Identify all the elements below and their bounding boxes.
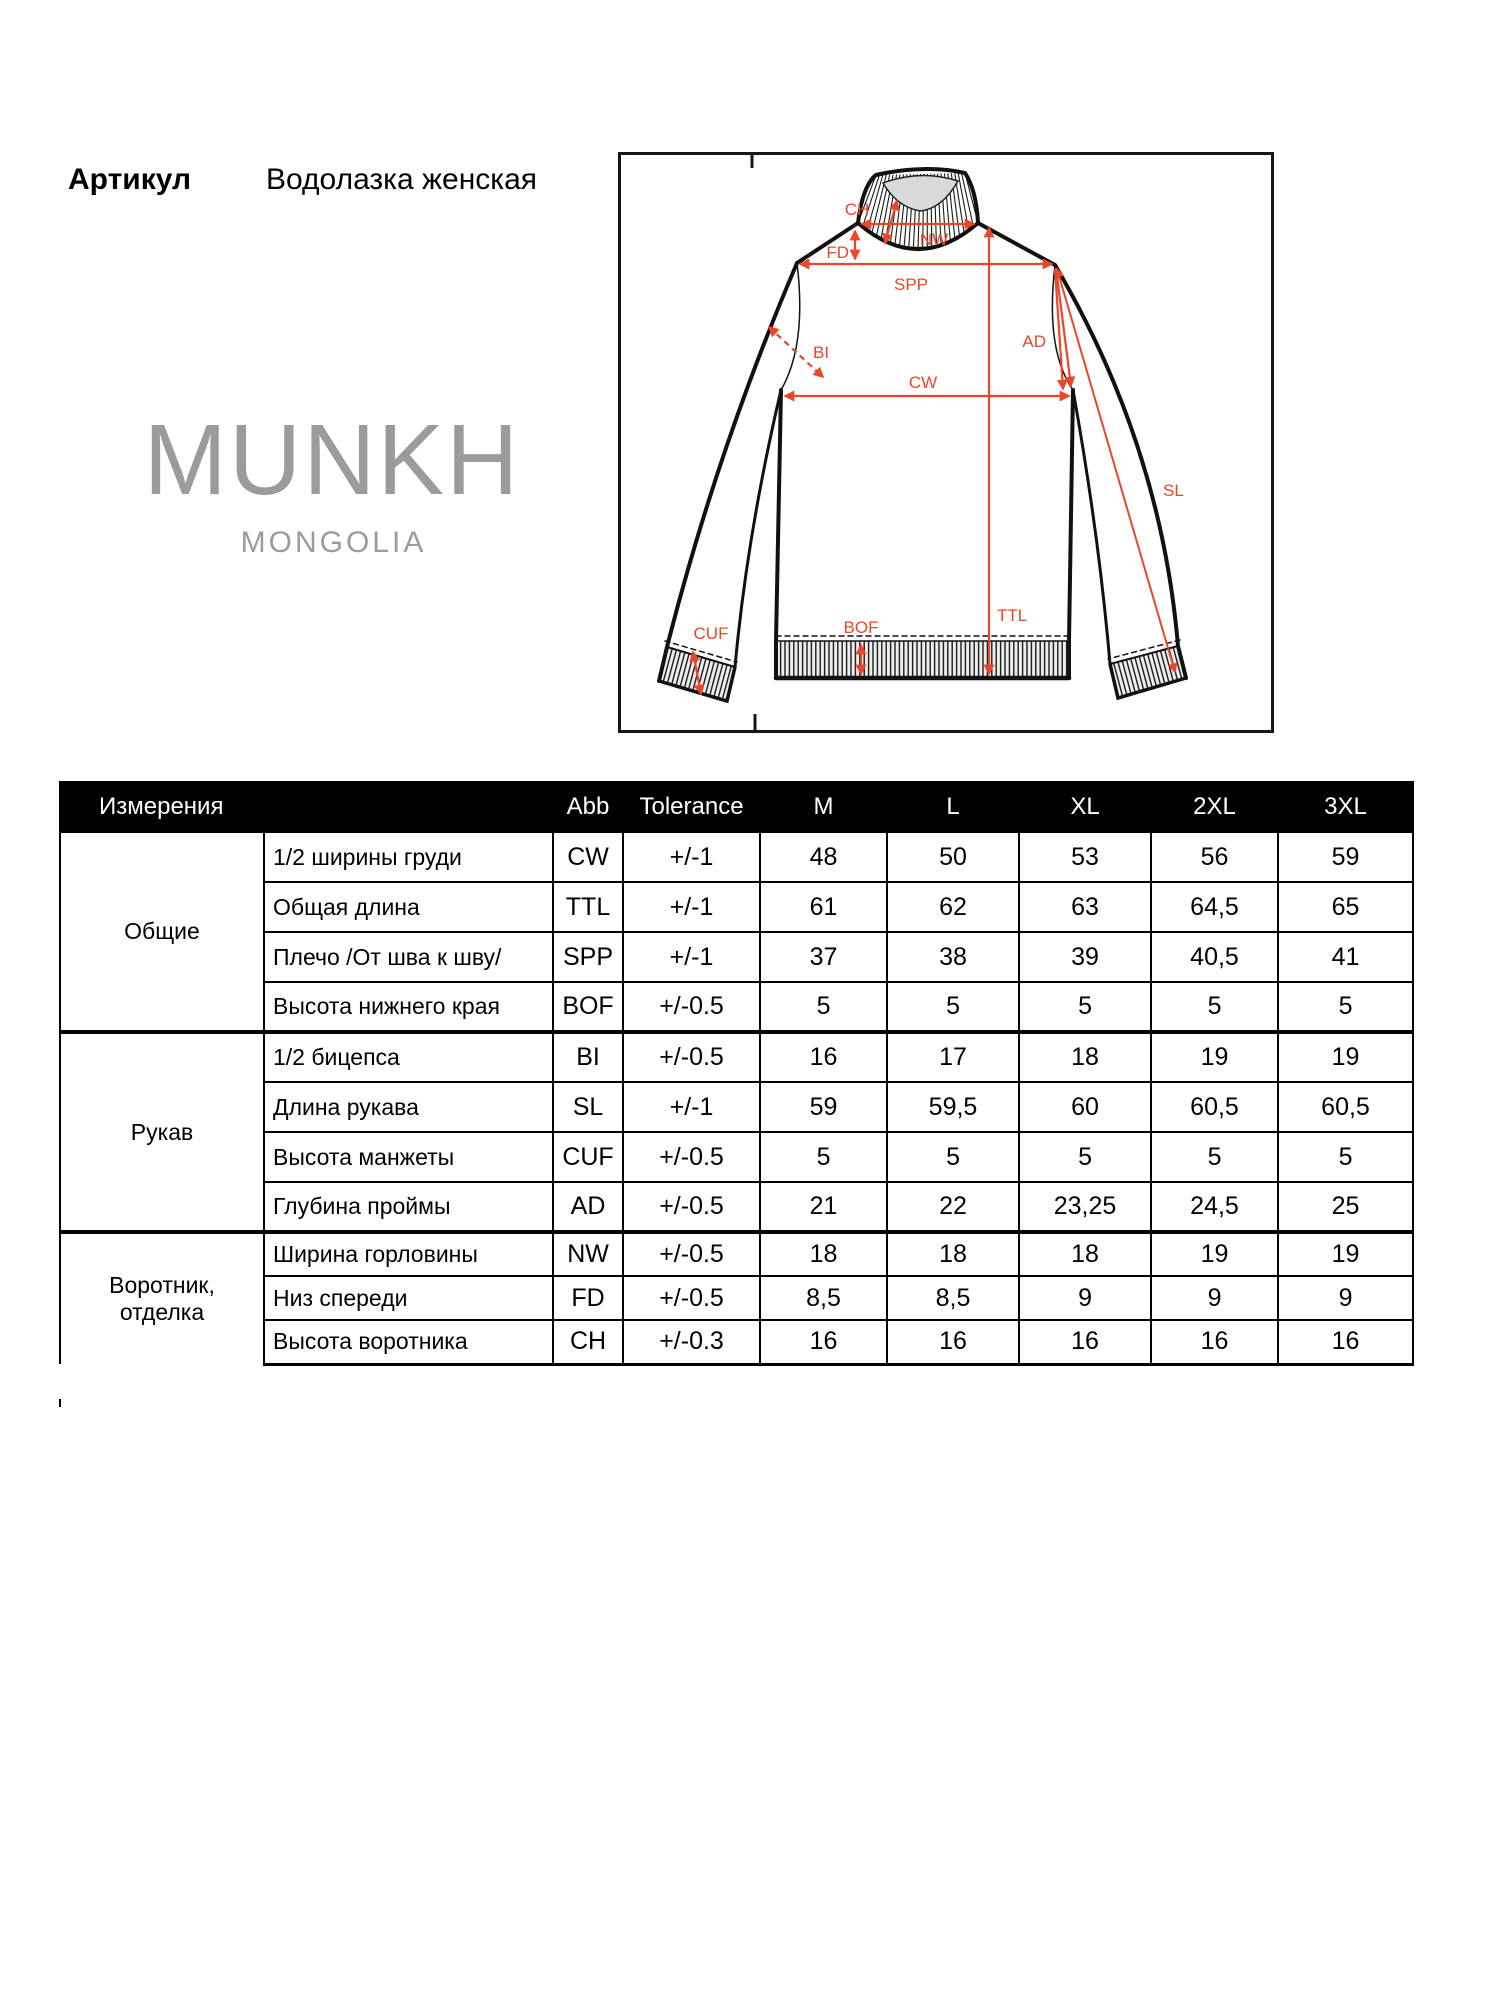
size-value-cell: 8,5: [760, 1276, 887, 1320]
tolerance-cell: +/-0.5: [623, 1132, 760, 1182]
size-value-cell: 56: [1151, 832, 1278, 882]
size-value-cell: 48: [760, 832, 887, 882]
size-value-cell: 60,5: [1151, 1082, 1278, 1132]
size-value-cell: 9: [1151, 1276, 1278, 1320]
tolerance-cell: +/-1: [623, 932, 760, 982]
measurement-name-cell: 1/2 бицепса: [264, 1032, 553, 1082]
brand-name: MUNKH: [143, 404, 521, 516]
tolerance-cell: +/-1: [623, 882, 760, 932]
size-value-cell: 18: [1019, 1232, 1151, 1276]
header-tolerance: Tolerance: [623, 782, 760, 832]
size-value-cell: 18: [760, 1232, 887, 1276]
size-value-cell: 64,5: [1151, 882, 1278, 932]
ttl-label: TTL: [997, 606, 1028, 625]
tolerance-cell: +/-1: [623, 832, 760, 882]
measurement-name-cell: Высота воротника: [264, 1320, 553, 1364]
size-value-cell: 19: [1278, 1232, 1413, 1276]
size-value-cell: 24,5: [1151, 1182, 1278, 1232]
fd-label: FD: [826, 243, 849, 262]
table-row: [60, 832, 1413, 882]
size-value-cell: 5: [1151, 982, 1278, 1032]
table-header-row: [60, 782, 1413, 832]
size-value-cell: 5: [760, 1132, 887, 1182]
tolerance-cell: +/-0.5: [623, 982, 760, 1032]
group-cell: Воротник, отделка: [60, 1232, 264, 1364]
size-value-cell: 19: [1278, 1032, 1413, 1082]
size-value-cell: 16: [1019, 1320, 1151, 1364]
size-value-cell: 8,5: [887, 1276, 1019, 1320]
header-abb: Abb: [553, 782, 623, 832]
measurement-name-cell: Ширина горловины: [264, 1232, 553, 1276]
size-value-cell: 5: [887, 982, 1019, 1032]
measurement-name-cell: Низ спереди: [264, 1276, 553, 1320]
size-value-cell: 60: [1019, 1082, 1151, 1132]
article-label: Артикул: [68, 163, 192, 196]
size-value-cell: 22: [887, 1182, 1019, 1232]
brand-country: MONGOLIA: [240, 526, 427, 559]
size-value-cell: 25: [1278, 1182, 1413, 1232]
size-value-cell: 18: [887, 1232, 1019, 1276]
sl-label: SL: [1163, 481, 1184, 500]
size-value-cell: 23,25: [1019, 1182, 1151, 1232]
size-value-cell: 18: [1019, 1032, 1151, 1082]
turtleneck-collar: [858, 169, 978, 249]
garment-diagram-frame: [618, 152, 1274, 733]
size-value-cell: 9: [1278, 1276, 1413, 1320]
size-value-cell: 17: [887, 1032, 1019, 1082]
abbreviation-cell: SL: [553, 1082, 623, 1132]
size-value-cell: 53: [1019, 832, 1151, 882]
size-value-cell: 9: [1019, 1276, 1151, 1320]
group-cell: Общие: [60, 832, 264, 1032]
header-size-m: M: [760, 782, 887, 832]
size-value-cell: 16: [1151, 1320, 1278, 1364]
header-size-xl: XL: [1019, 782, 1151, 832]
size-value-cell: 63: [1019, 882, 1151, 932]
turtleneck-technical-drawing: [621, 155, 1271, 730]
size-value-cell: 37: [760, 932, 887, 982]
header-size-3xl: 3XL: [1278, 782, 1413, 832]
measurement-name-cell: 1/2 ширины груди: [264, 832, 553, 882]
size-value-cell: 16: [1278, 1320, 1413, 1364]
measurement-name-cell: Плечо /От шва к шву/: [264, 932, 553, 982]
size-value-cell: 5: [1278, 1132, 1413, 1182]
header-size-l: L: [887, 782, 1019, 832]
abbreviation-cell: CH: [553, 1320, 623, 1364]
size-value-cell: 61: [760, 882, 887, 932]
size-value-cell: 65: [1278, 882, 1413, 932]
measurement-name-cell: Высота манжеты: [264, 1132, 553, 1182]
size-value-cell: 16: [887, 1320, 1019, 1364]
group-cell: Рукав: [60, 1032, 264, 1232]
size-value-cell: 5: [1019, 1132, 1151, 1182]
size-value-cell: 50: [887, 832, 1019, 882]
bof-label: BOF: [843, 618, 879, 637]
cw-label: CW: [908, 373, 938, 392]
size-value-cell: 40,5: [1151, 932, 1278, 982]
tolerance-cell: +/-0.3: [623, 1320, 760, 1364]
measurement-name-cell: Общая длина: [264, 882, 553, 932]
tolerance-cell: +/-0.5: [623, 1032, 760, 1082]
tolerance-cell: +/-0.5: [623, 1276, 760, 1320]
spp-label: SPP: [893, 275, 929, 294]
header-measurements: Измерения: [60, 782, 553, 832]
size-value-cell: 5: [1278, 982, 1413, 1032]
size-value-cell: 59,5: [887, 1082, 1019, 1132]
size-value-cell: 62: [887, 882, 1019, 932]
tolerance-cell: +/-1: [623, 1082, 760, 1132]
measurement-name-cell: Глубина проймы: [264, 1182, 553, 1232]
size-value-cell: 60,5: [1278, 1082, 1413, 1132]
size-value-cell: 59: [760, 1082, 887, 1132]
size-value-cell: 5: [1019, 982, 1151, 1032]
abbreviation-cell: NW: [553, 1232, 623, 1276]
sweater-outline: [659, 223, 1186, 701]
nw-label: NW: [919, 230, 949, 249]
size-value-cell: 19: [1151, 1032, 1278, 1082]
size-value-cell: 39: [1019, 932, 1151, 982]
measurement-name-cell: Длина рукава: [264, 1082, 553, 1132]
abbreviation-cell: CUF: [553, 1132, 623, 1182]
ad-label: AD: [1022, 332, 1046, 351]
table-left-border-stub: [59, 1399, 61, 1407]
size-value-cell: 41: [1278, 932, 1413, 982]
size-value-cell: 5: [760, 982, 887, 1032]
tolerance-cell: +/-0.5: [623, 1182, 760, 1232]
table-row: [60, 1032, 1413, 1082]
size-value-cell: 5: [887, 1132, 1019, 1182]
measurement-name-cell: Высота нижнего края: [264, 982, 553, 1032]
article-value: Водолазка женская: [266, 163, 538, 196]
size-chart-table: [59, 781, 1414, 1366]
size-value-cell: 19: [1151, 1232, 1278, 1276]
size-value-cell: 16: [760, 1032, 887, 1082]
cuf-label: CUF: [693, 624, 729, 643]
hem-ribbing: [776, 641, 1069, 678]
abbreviation-cell: SPP: [553, 932, 623, 982]
header-size-2xl: 2XL: [1151, 782, 1278, 832]
size-value-cell: 21: [760, 1182, 887, 1232]
brand-logo: [130, 404, 534, 560]
abbreviation-cell: BI: [553, 1032, 623, 1082]
table-row: [60, 1232, 1413, 1276]
abbreviation-cell: AD: [553, 1182, 623, 1232]
abbreviation-cell: TTL: [553, 882, 623, 932]
abbreviation-cell: BOF: [553, 982, 623, 1032]
abbreviation-cell: CW: [553, 832, 623, 882]
bi-label: BI: [813, 343, 830, 362]
ch-label: CH: [844, 200, 870, 219]
size-value-cell: 59: [1278, 832, 1413, 882]
size-value-cell: 38: [887, 932, 1019, 982]
size-value-cell: 16: [760, 1320, 887, 1364]
abbreviation-cell: FD: [553, 1276, 623, 1320]
tolerance-cell: +/-0.5: [623, 1232, 760, 1276]
size-value-cell: 5: [1151, 1132, 1278, 1182]
